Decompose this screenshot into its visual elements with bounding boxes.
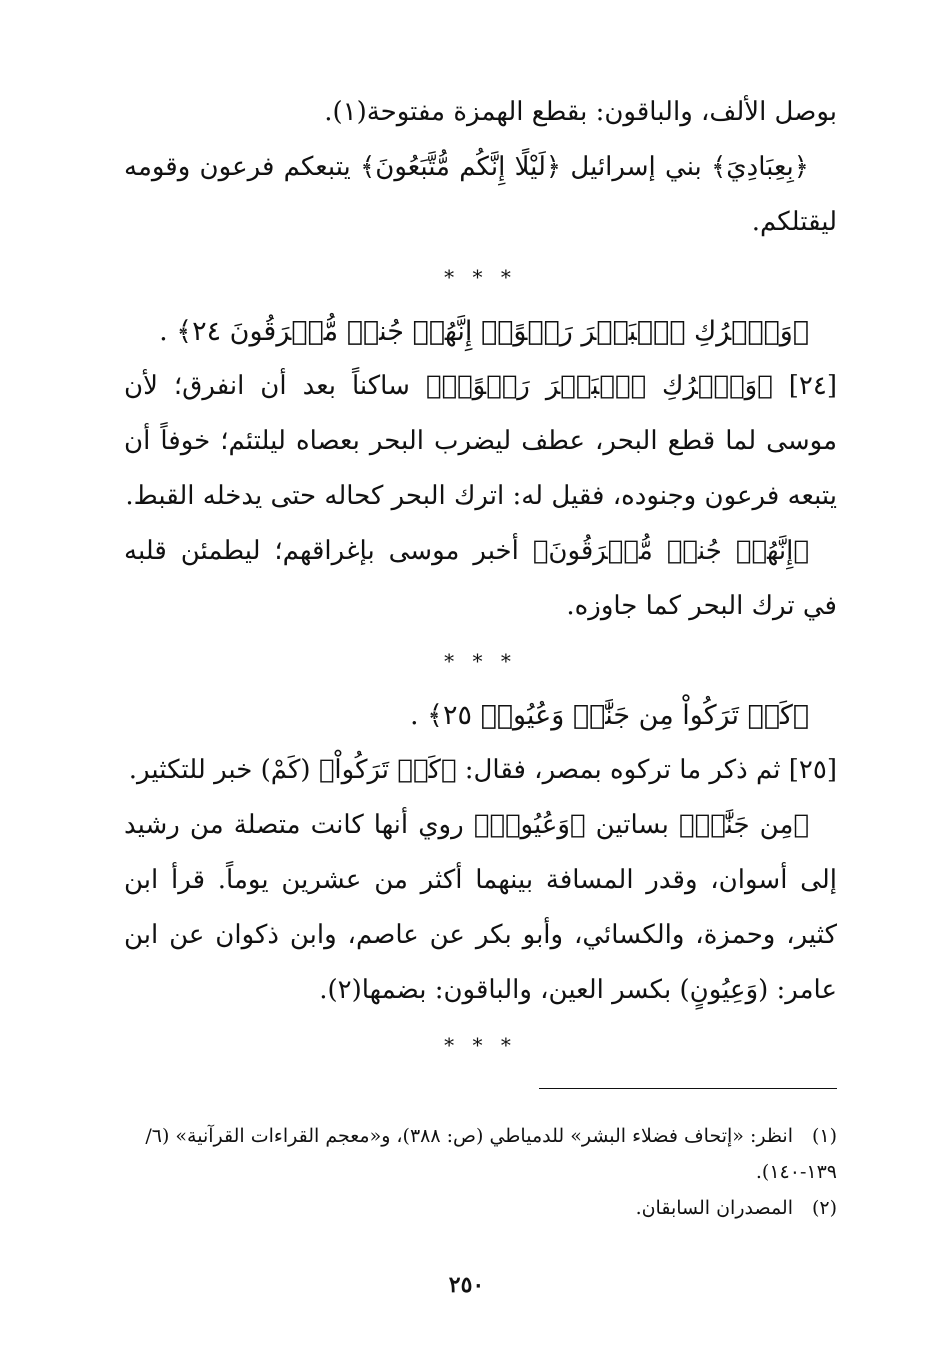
main-text — [124, 0, 837, 1068]
paragraph-4: ﴿إِنَّهُمۡ جُندٞ مُّغۡرَقُونَ﴾ أخبر موسى بإغراقهم؛ ليطمئن قلبه في ترك البحر كما جاوزه. — [124, 536, 837, 621]
footnote-number: (٢) — [811, 1197, 837, 1219]
paragraph-5: [٢٥] ثم ذكر ما تركوه بمصر، فقال: ﴿كَمۡ تَرَكُواْ﴾ (كَمْ) خبر للتكثير. — [128, 755, 837, 785]
verse-24: ﴿وَٱتۡرُكِ ٱلۡبَحۡرَ رَهۡوًاۖ إِنَّهُمۡ جُندٞ مُّغۡرَقُونَ ٢٤﴾ . — [159, 316, 809, 347]
page-number: ٢٥٠ — [448, 1272, 485, 1298]
footnote-number: (١) — [811, 1125, 837, 1147]
paragraph-3: [٢٤] ﴿وَٱتۡرُكِ ٱلۡبَحۡرَ رَهۡوًاۖ﴾ ساكناً بعد أن انفرق؛ لأن موسى لما قطع البحر، عطف ليضرب البحر بعصاه ليلتئم؛ خوفاً أن يتبعه فرعون وجنوده، فقيل له: اترك البحر كحاله حتى يدخله القبط. — [124, 371, 837, 511]
section-separator: * * * — [444, 265, 517, 289]
paragraph-6: ﴿مِن جَنَّٰتٖ﴾ بساتين ﴿وَعُيُونٖ﴾ روي أنها كانت متصلة من رشيد إلى أسوان، وقدر المسافة بينهما أكثر من عشرين يوماً. قرأ ابن كثير، وحمزة، والكسائي، وأبو بكر عن عاصم، وابن ذكوان عن ابن عامر: (وَعِيُونٍ) بكسر العين، والباقون: بضمها(٢). — [124, 810, 837, 1005]
footnote-text: المصدران السابقان. — [635, 1197, 793, 1219]
section-separator: * * * — [444, 649, 517, 673]
footnotes — [124, 1118, 837, 1226]
section-separator: * * * — [444, 1033, 517, 1057]
footnote-2 — [124, 1190, 837, 1226]
footnote-divider — [539, 1088, 837, 1089]
paragraph-2: ﴿بِعِبَادِيَ﴾ بني إسرائيل ﴿لَيْلًا إِنَّكُم مُّتَّبَعُونَ﴾ يتبعكم فرعون وقومه ليقتلكم. — [124, 152, 837, 237]
footnote-1 — [124, 1118, 837, 1190]
verse-25: ﴿كَمۡ تَرَكُواْ مِن جَنَّٰتٖ وَعُيُونٖ ٢٥﴾ . — [409, 700, 809, 731]
footnote-text: انظر: «إتحاف فضلاء البشر» للدمياطي (ص: ٣٨٨)، و«معجم القراءات القرآنية» (٦/ ١٣٩-١٤٠). — [145, 1125, 837, 1183]
paragraph-1: بوصل الألف، والباقون: بقطع الهمزة مفتوحة(١). — [324, 97, 837, 127]
